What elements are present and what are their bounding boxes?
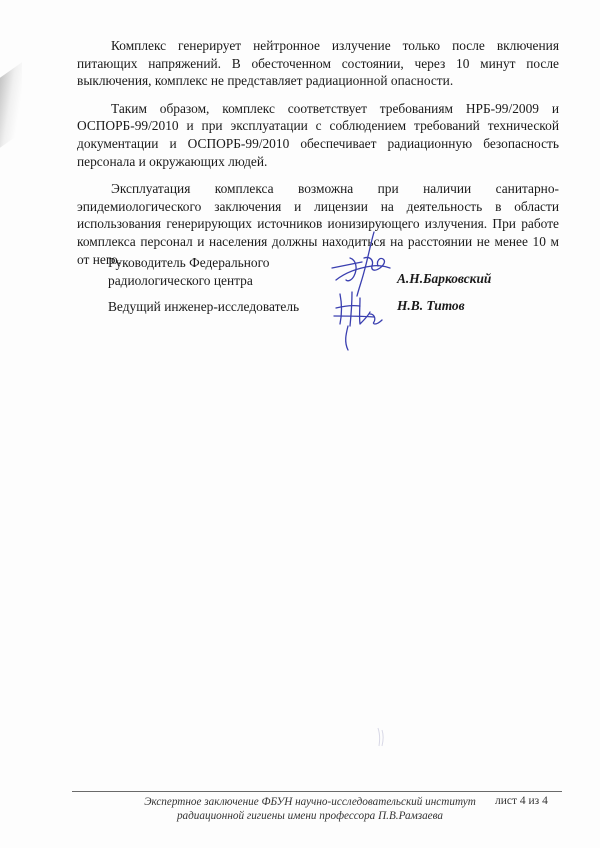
scan-mark <box>374 726 388 748</box>
page-edge-shadow <box>0 62 22 147</box>
signatory-1-name: А.Н.Барковский <box>397 271 492 286</box>
signatory-1-title-line1: Руководитель Федерального <box>108 255 270 270</box>
paragraph-radiation: Комплекс генерирует нейтронное излучение только после включения питающих напряжений. В обесточенном состоянии, через 10 минут после выключения, комплекс не представляет радиационной опасности. <box>77 38 559 89</box>
signatory-1-title-line2: радиологического центра <box>108 272 253 288</box>
paragraph-compliance: Таким образом, комплекс соответствует требованиям НРБ-99/2009 и ОСПОРБ-99/2010 и при эксплуатации с соблюдением требований технической документации и ОСПОРБ-99/2010 обеспечивает радиационную безопасность персонала и окружающих людей. <box>77 100 559 169</box>
signatory-2-title <box>108 298 299 316</box>
footer-line-1: Экспертное заключение ФБУН научно-исследовательский институт <box>144 796 476 808</box>
signatory-2-name: Н.В. Титов <box>397 298 465 313</box>
signatory-2-title-line1: Ведущий инженер-исследователь <box>108 299 300 314</box>
signatory-1-title <box>108 254 269 289</box>
document-body <box>77 37 559 278</box>
signature-2 <box>330 286 394 354</box>
paragraph-operation: Эксплуатация комплекса возможна при наличии санитарно-эпидемиологического заключения и лицензии на деятельность в области использования генерирующих источников ионизирующего излучения. При работе комплекса персонал и населения должны находиться на расстоянии не менее 10 м от него. <box>77 181 559 267</box>
footer-institution <box>110 795 510 823</box>
footer-divider <box>72 791 562 792</box>
footer-line-2: радиационной гигиены имени профессора П.В.Рамзаева <box>176 810 444 822</box>
page-number: лист 4 из 4 <box>495 795 548 807</box>
